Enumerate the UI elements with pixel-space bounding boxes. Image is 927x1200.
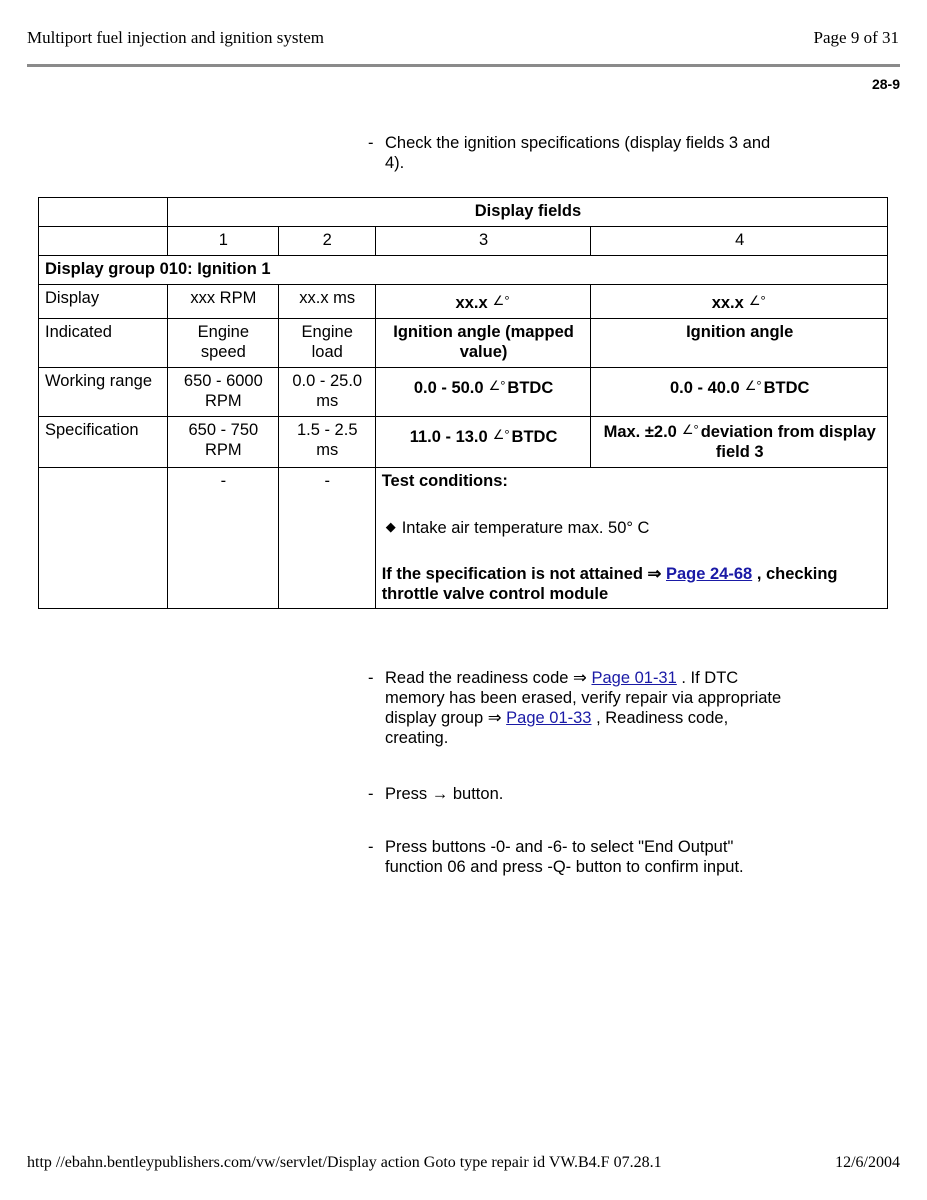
- instruction-step-check-ignition: [368, 133, 788, 173]
- range-suffix: BTDC: [507, 379, 554, 397]
- spec-suffix: deviation from display field 3: [700, 423, 876, 461]
- table-row-indicated: [39, 319, 888, 368]
- spec-value: 11.0 - 13.0: [409, 428, 488, 446]
- table-row-working-range: [39, 368, 888, 417]
- cell-field4: [591, 417, 888, 468]
- page-footer: [27, 1154, 900, 1172]
- step-text-part: . If DTC memory has been erased, verify repair via appropriate display group ⇒: [385, 669, 782, 727]
- instruction-step-readiness-code: [368, 668, 788, 748]
- cell-field2: 1.5 - 2.5 ms: [278, 417, 375, 468]
- field-number-3: 3: [375, 227, 591, 256]
- spec-prefix: Max. ±2.0: [603, 423, 677, 441]
- page-24-68-link[interactable]: Page 24-68: [665, 565, 753, 583]
- angle-degree-icon: ∠°: [492, 427, 510, 442]
- step-text-part: Press: [385, 785, 428, 803]
- test-conditions-cell: [375, 468, 887, 609]
- cell-field4: Ignition angle: [591, 319, 888, 368]
- instruction-step-end-output: [368, 837, 788, 877]
- empty-cell: [39, 227, 168, 256]
- row-label: Working range: [39, 368, 168, 417]
- display-value: xx.x: [711, 294, 744, 312]
- cell-field2: xx.x ms: [278, 285, 375, 319]
- angle-degree-icon: ∠°: [492, 293, 510, 308]
- cell-field1: -: [167, 468, 278, 609]
- arrow-right-icon: →: [431, 785, 449, 803]
- section-number: 28-9: [871, 76, 900, 92]
- instruction-step-press-arrow: [368, 784, 788, 804]
- row-label: Specification: [39, 417, 168, 468]
- table-row-display: [39, 285, 888, 319]
- display-group-label: Display group 010: Ignition 1: [39, 256, 888, 285]
- row-label: Indicated: [39, 319, 168, 368]
- diamond-bullet-icon: ◆: [385, 519, 396, 534]
- step-dash: -: [368, 785, 374, 803]
- display-group-row: [39, 256, 888, 285]
- field-number-2: 2: [278, 227, 375, 256]
- cell-field1: 650 - 6000 RPM: [167, 368, 278, 417]
- display-value: xx.x: [455, 294, 488, 312]
- document-title: Multiport fuel injection and ignition system: [27, 28, 324, 47]
- step-text-part: , Readiness code, creating.: [385, 709, 729, 747]
- cell-field1: xxx RPM: [167, 285, 278, 319]
- range-value: 0.0 - 40.0: [670, 379, 740, 397]
- cell-field4: [591, 285, 888, 319]
- angle-degree-icon: ∠°: [488, 378, 506, 393]
- step-text-part: button.: [452, 785, 504, 803]
- range-suffix: BTDC: [763, 379, 810, 397]
- specification-note: [382, 564, 882, 604]
- step-text: Check the ignition specifications (display fields 3 and 4).: [385, 134, 771, 172]
- empty-cell: [39, 198, 168, 227]
- table-row-test-conditions: [39, 468, 888, 609]
- angle-degree-icon: ∠°: [744, 378, 762, 393]
- source-url: http //ebahn.bentleypublishers.com/vw/servlet/Display action Goto type repair id VW.B4.F 07.28.1: [27, 1154, 662, 1171]
- step-dash: -: [368, 838, 374, 856]
- cell-field2: -: [278, 468, 375, 609]
- step-text: [385, 668, 785, 748]
- field-numbers-row: [39, 227, 888, 256]
- step-dash: -: [368, 669, 374, 687]
- row-label: [39, 468, 168, 609]
- cell-field2: 0.0 - 25.0 ms: [278, 368, 375, 417]
- step-text: Press buttons -0- and -6- to select "End Output" function 06 and press -Q- button to confirm input.: [385, 838, 744, 876]
- cell-field1: 650 - 750 RPM: [167, 417, 278, 468]
- row-label: Display: [39, 285, 168, 319]
- display-fields-header: Display fields: [167, 198, 887, 227]
- cell-field2: Engine load: [278, 319, 375, 368]
- cell-field3: [375, 368, 591, 417]
- condition-bullet-item: [386, 517, 882, 538]
- step-text-part: Read the readiness code ⇒: [385, 669, 587, 687]
- range-value: 0.0 - 50.0: [413, 379, 484, 397]
- cell-field4: [591, 368, 888, 417]
- note-text: If the specification is not attained ⇒: [381, 565, 662, 583]
- table-header-row: [39, 198, 888, 227]
- condition-text: Intake air temperature max. 50° C: [401, 519, 650, 537]
- cell-field1: Engine speed: [167, 319, 278, 368]
- cell-field3: Ignition angle (mapped value): [375, 319, 591, 368]
- angle-degree-icon: ∠°: [681, 422, 699, 437]
- table-row-specification: [39, 417, 888, 468]
- cell-field3: [375, 285, 591, 319]
- field-number-1: 1: [167, 227, 278, 256]
- step-dash: -: [368, 134, 374, 152]
- cell-field3: [375, 417, 591, 468]
- note-text: , checking throttle valve control module: [381, 565, 838, 603]
- header-divider: [27, 64, 900, 67]
- print-date: 12/6/2004: [835, 1154, 900, 1171]
- page-01-33-link[interactable]: Page 01-33: [506, 709, 592, 727]
- field-number-4: 4: [591, 227, 888, 256]
- step-text: [385, 784, 788, 804]
- ignition-spec-table: [38, 197, 888, 609]
- page-01-31-link[interactable]: Page 01-31: [591, 669, 677, 687]
- spec-suffix: BTDC: [511, 428, 558, 446]
- page-number: Page 9 of 31: [813, 28, 899, 47]
- test-conditions-heading: Test conditions:: [381, 472, 508, 490]
- angle-degree-icon: ∠°: [748, 293, 766, 308]
